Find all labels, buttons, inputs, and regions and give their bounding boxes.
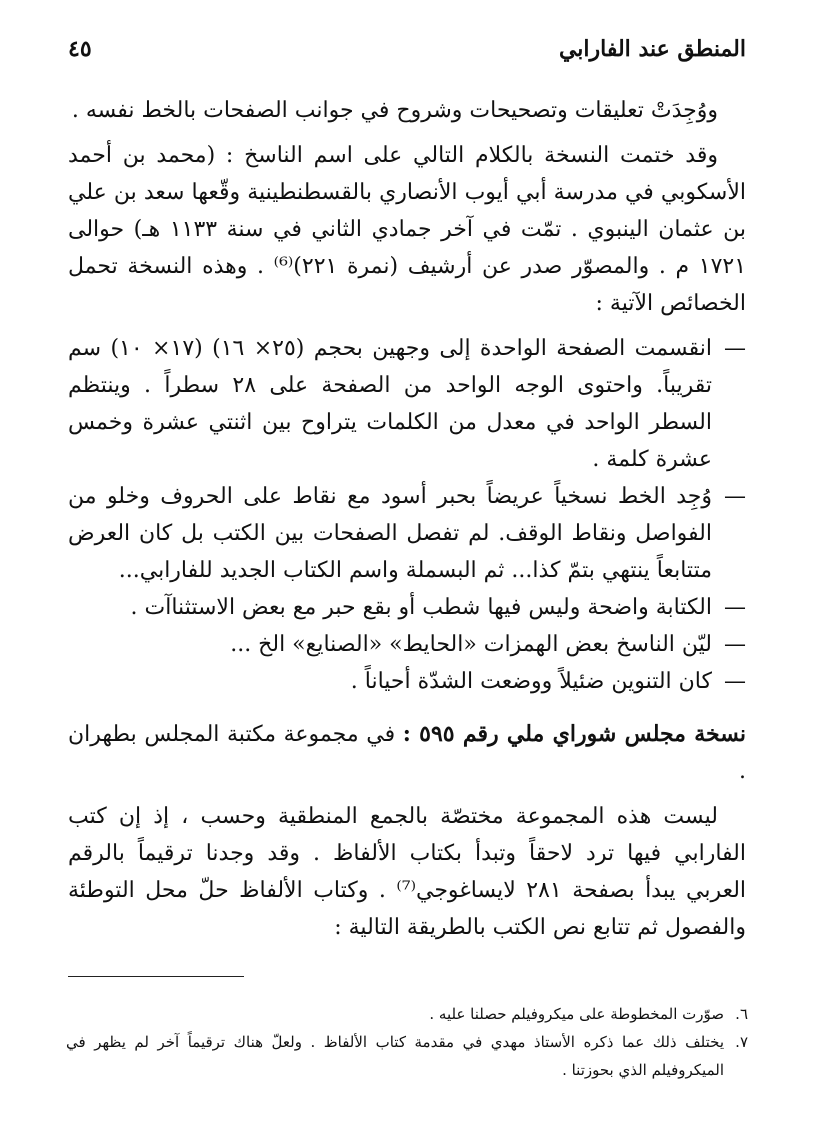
- footnote-number: ٦.: [735, 1005, 748, 1023]
- footnote-text: صوّرت المخطوطة على ميكروفيلم حصلنا عليه .: [429, 1005, 724, 1023]
- list-item-text: كان التنوين ضئيلاً ووضعت الشدّة أحياناً .: [350, 669, 712, 694]
- main-text: [68, 92, 746, 946]
- footnote-number: ٧.: [735, 1033, 748, 1051]
- dash-marker: —: [724, 669, 746, 694]
- footnote-text: يختلف ذلك عما ذكره الأستاذ مهدي في مقدمة كتاب الألفاظ . ولعلّ هناك ترقيماً آخر لم يظهر في الميكروفيلم الذي بحوزتنا .: [66, 1033, 724, 1079]
- dash-marker: —: [724, 336, 746, 361]
- list-item-text: وُجِد الخط نسخياً عريضاً بحبر أسود مع نقاط على الحروف وخلو من الفواصل ونقاط الوقف. لم تفصل الصفحات بين الكتب بل كان العرض متتابعاً ينتهي بتمّ كذا... ثم البسملة واسم الكتاب الجديد للفارابي...: [68, 484, 712, 583]
- running-header: [68, 32, 746, 66]
- list-item: [68, 663, 746, 700]
- characteristics-list: [68, 330, 746, 700]
- subheading-rest: في مجموعة مكتبة المجلس بطهران .: [68, 722, 746, 784]
- footnote: [66, 1028, 748, 1084]
- list-item-text: ليّن الناسخ بعض الهمزات «الحايط» «الصنايع» الخ ...: [230, 632, 712, 657]
- footnote-divider: [68, 976, 244, 977]
- list-item: [68, 626, 746, 663]
- dash-marker: —: [724, 595, 746, 620]
- section-subheading: [68, 716, 746, 790]
- running-title: المنطق عند الفارابي: [558, 36, 746, 62]
- footnotes: [66, 1000, 748, 1084]
- paragraph-colophon: وقد ختمت النسخة بالكلام التالي على اسم الناسخ : (محمد بن أحمد الأسكوبي في مدرسة أبي أيوب الأنصاري بالقسطنطينية وقّعها سعد بن علي بن عثمان الينبوي . تمّت في آخر جمادي الثاني في سنة ١١٣٣ هـ) حوالى ١٧٢١ م . والمصوّر صدر عن أرشيف (نمرة ٢٢١)⁽⁶⁾ . وهذه النسخة تحمل الخصائص الآتية :: [68, 143, 747, 316]
- paragraph-notes: ووُجِدَتْ تعليقات وتصحيحات وشروح في جوانب الصفحات بالخط نفسه .: [71, 98, 718, 123]
- dash-marker: —: [724, 632, 746, 657]
- list-item: [68, 589, 746, 626]
- list-item: [68, 330, 746, 478]
- list-item: [68, 478, 746, 589]
- paragraph-collection: ليست هذه المجموعة مختصّة بالجمع المنطقية وحسب ، إذ إن كتب الفارابي فيها ترد لاحقاً وتبدأ بكتاب الألفاظ . وقد وجدنا ترقيماً بالرقم العربي يبدأ بصفحة ٢٨١ لايساغوجي⁽⁷⁾ . وكتاب الألفاظ حلّ محل التوطئة والفصول ثم تتابع نص الكتب بالطريقة التالية :: [68, 804, 747, 940]
- dash-marker: —: [724, 484, 746, 509]
- page-number: ٤٥: [68, 36, 92, 62]
- subheading-bold: نسخة مجلس شوراي ملي رقم ٥٩٥ :: [402, 721, 746, 747]
- list-item-text: الكتابة واضحة وليس فيها شطب أو بقع حبر مع بعض الاستثناآت .: [130, 595, 712, 620]
- list-item-text: انقسمت الصفحة الواحدة إلى وجهين بحجم (٢٥× ١٦) (١٧× ١٠) سم تقريباً. واحتوى الوجه الواحد من الصفحة على ٢٨ سطراً . وينتظم السطر الواحد في معدل من الكلمات يتراوح بين اثنتي عشرة وخمس عشرة كلمة .: [68, 336, 712, 472]
- footnote: [66, 1000, 748, 1028]
